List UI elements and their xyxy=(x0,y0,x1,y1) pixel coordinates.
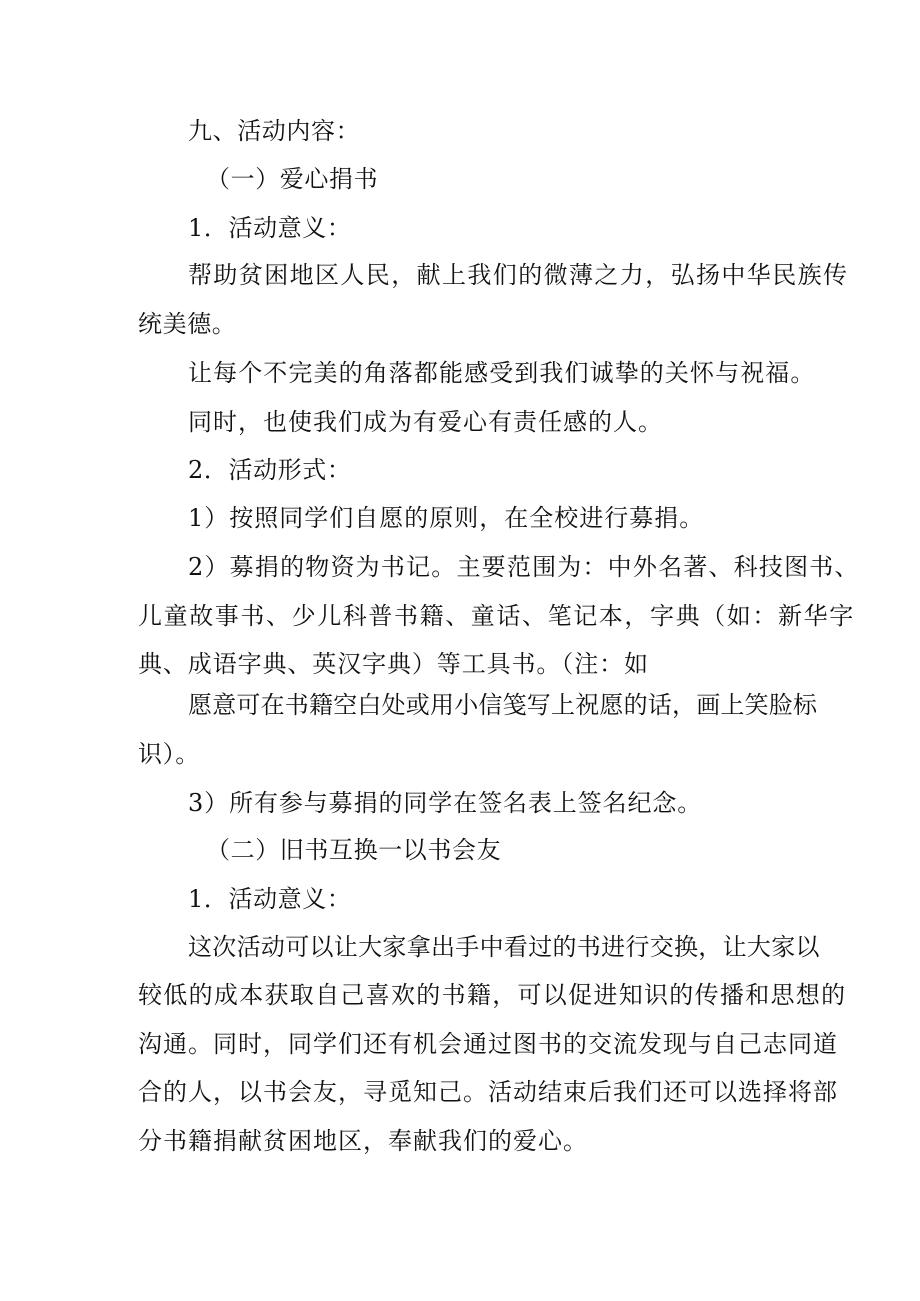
list-item: 1）按照同学们自愿的原则，在全校进行募捐。 xyxy=(188,504,705,532)
paragraph-line: 愿意可在书籍空白处或用小信笺写上祝愿的话，画上笑脸标 xyxy=(188,691,818,719)
list-item: 3）所有参与募捐的同学在签名表上签名纪念。 xyxy=(188,789,703,817)
paragraph-line: 帮助贫困地区人民，献上我们的微薄之力，弘扬中华民族传 xyxy=(188,261,849,289)
subsection-heading: （一）爱心捐书 xyxy=(206,165,379,193)
paragraph-line: 统美德。 xyxy=(138,310,237,338)
item-heading: 1．活动意义： xyxy=(188,214,352,242)
paragraph-line: 分书籍捐献贫困地区，奉献我们的爱心。 xyxy=(138,1127,588,1155)
paragraph-line: 识）。 xyxy=(138,740,200,768)
paragraph-line: 同时，也使我们成为有爱心有责任感的人。 xyxy=(188,408,663,436)
paragraph-line: 让每个不完美的角落都能感受到我们诚挚的关怀与祝福。 xyxy=(188,359,816,387)
paragraph-line: 这次活动可以让大家拿出手中看过的书进行交换，让大家以 xyxy=(188,933,820,961)
paragraph-line: 较低的成本获取自己喜欢的书籍，可以促进知识的传播和思想的 xyxy=(138,981,847,1009)
paragraph-line: 合的人，以书会友，寻觅知己。活动结束后我们还可以选择将部 xyxy=(138,1078,838,1106)
subsection-heading: （二）旧书互换一以书会友 xyxy=(206,836,502,864)
paragraph-line: 儿童故事书、少儿科普书籍、童话、笔记本，字典（如：新华字 xyxy=(138,602,855,630)
section-heading: 九、活动内容： xyxy=(188,117,361,145)
paragraph-line: 沟通。同时，同学们还有机会通过图书的交流发现与自己志同道 xyxy=(138,1030,838,1058)
list-item: 2）募捐的物资为书记。主要范围为：中外名著、科技图书、 xyxy=(188,553,860,581)
item-heading: 2．活动形式： xyxy=(188,456,352,484)
paragraph-line: 典、成语字典、英汉字典）等工具书。（注：如 xyxy=(138,650,649,678)
item-heading: 1．活动意义： xyxy=(188,885,352,913)
